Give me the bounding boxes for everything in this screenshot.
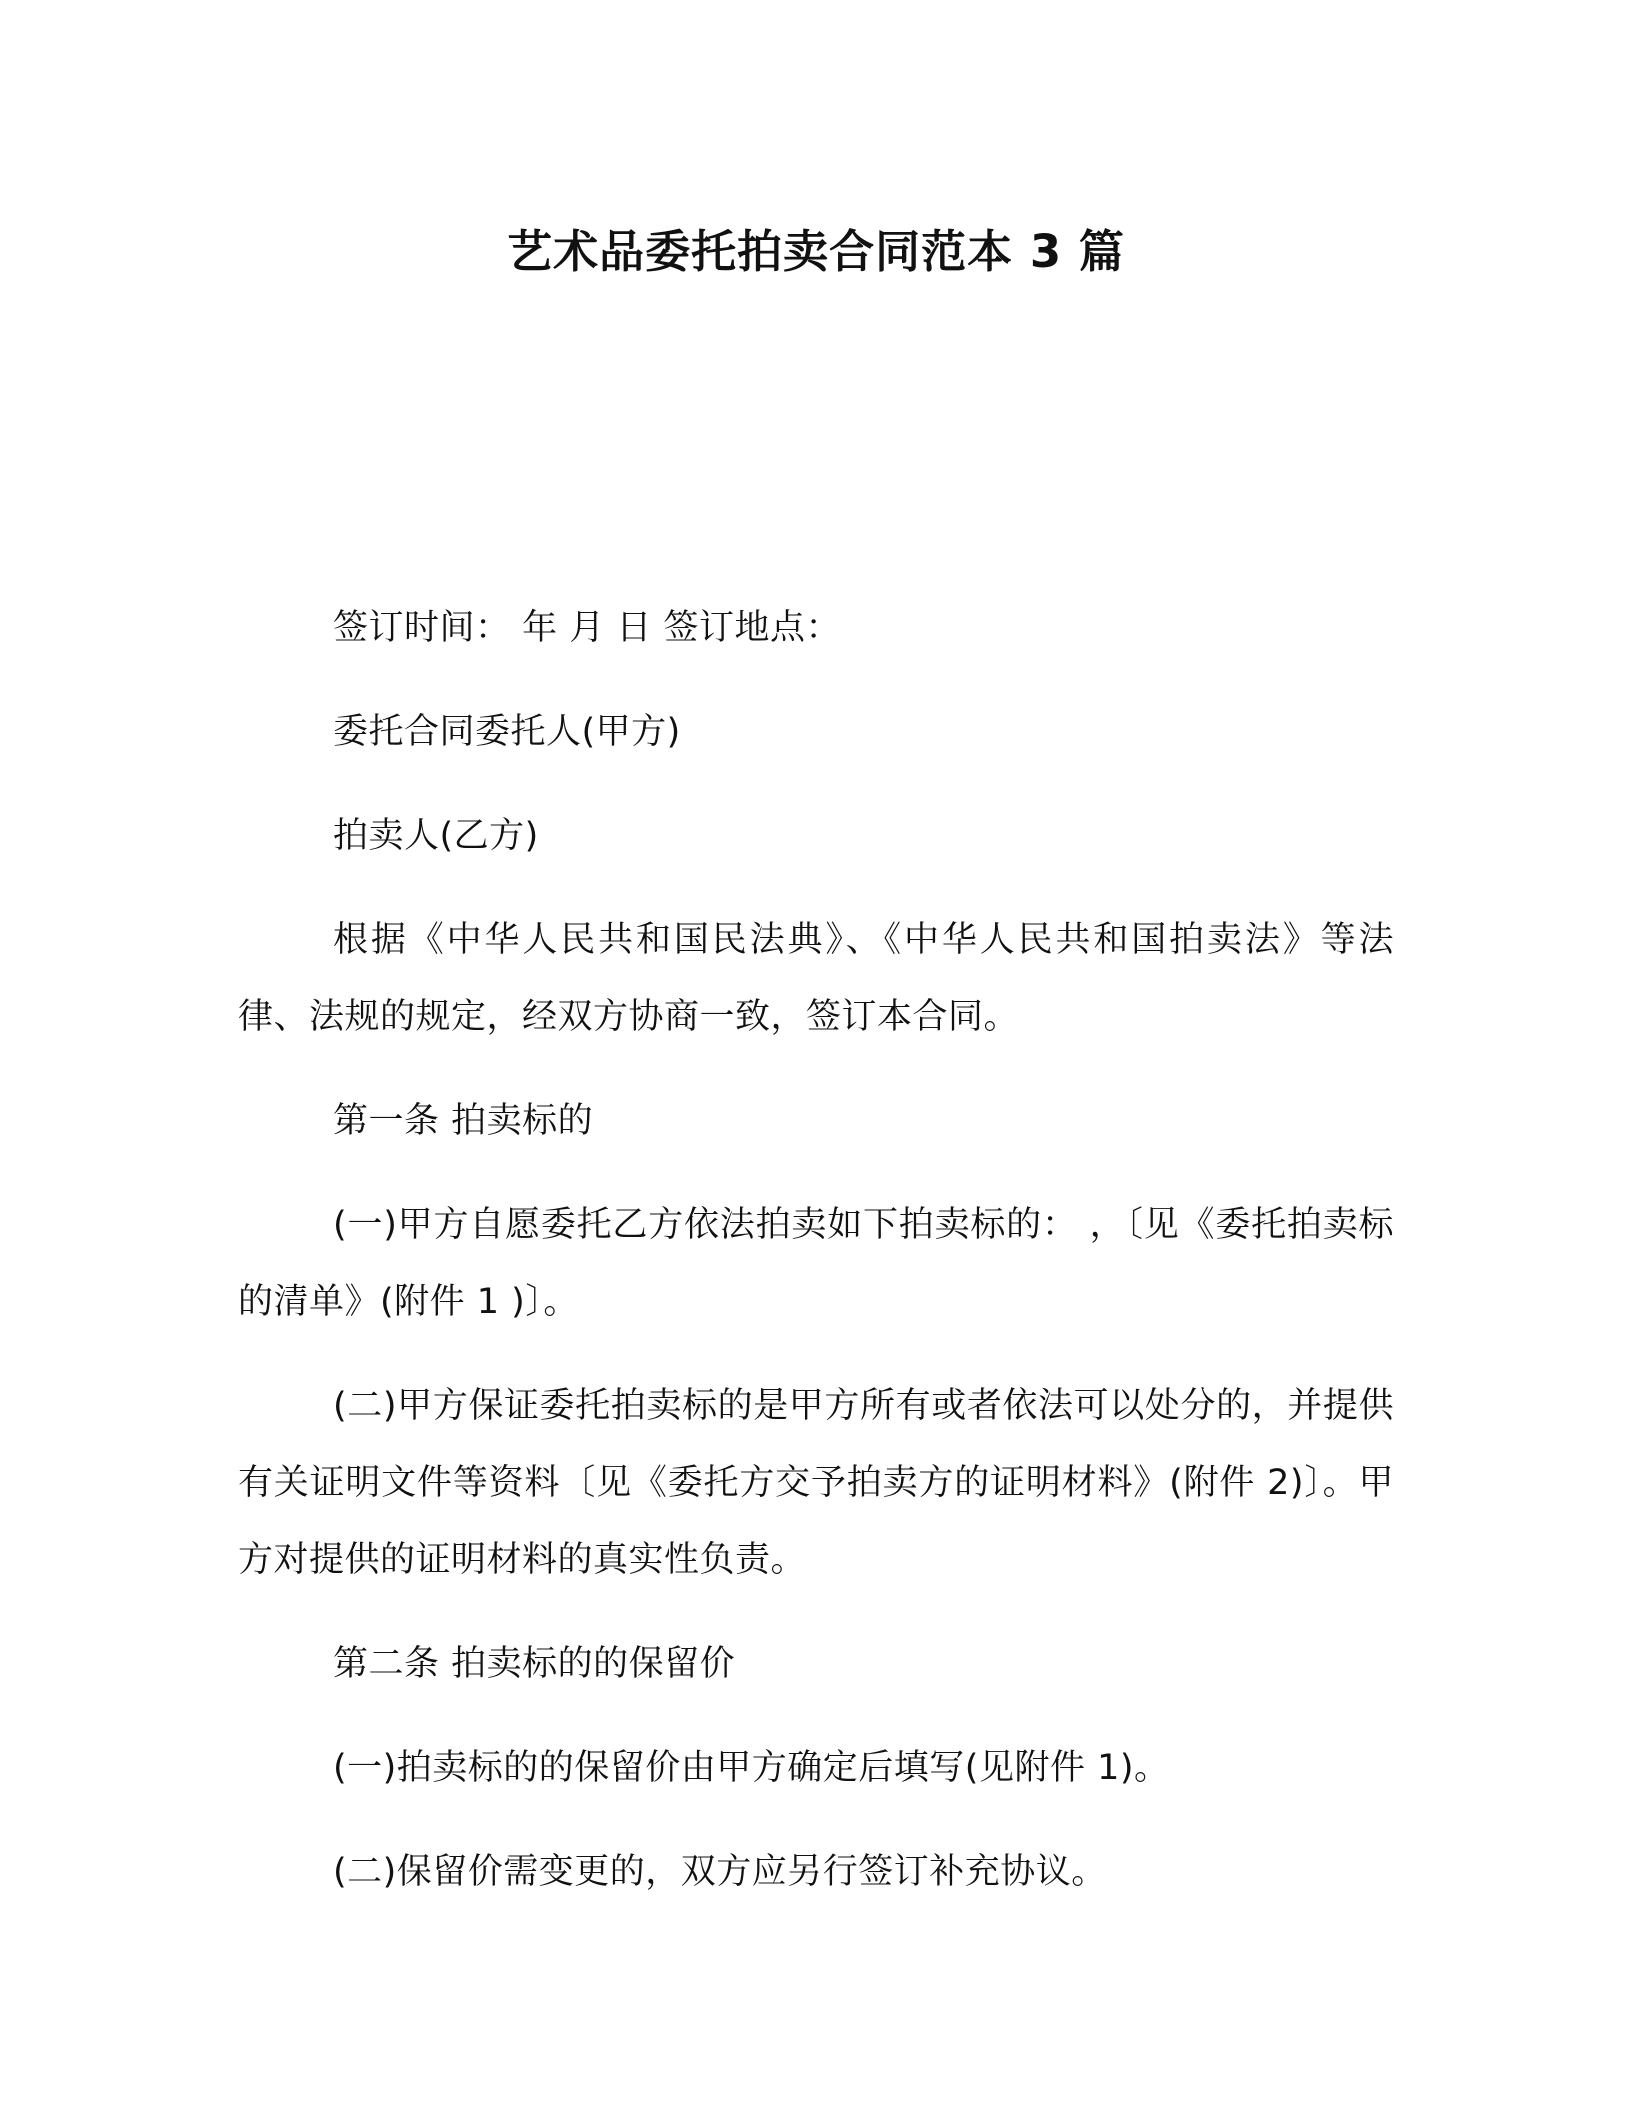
article-2-clause-2: (二)保留价需变更的，双方应另行签订补充协议。	[333, 1852, 1107, 1892]
article-1-heading: 第一条 拍卖标的	[333, 1101, 594, 1141]
party-b-paragraph: 拍卖人(乙方)	[333, 816, 539, 856]
article-2-clause-1: (一)拍卖标的的保留价由甲方确定后填写(见附件 1)。	[333, 1748, 1170, 1788]
document-title: 艺术品委托拍卖合同范本 3 篇	[507, 225, 1125, 278]
article-1-clause-2: (二)甲方保证委托拍卖标的是甲方所有或者依法可以处分的，并提供有关证明文件等资料〔见《委托方交予拍卖方的证明材料》(附件 2)〕。甲方对提供的证明材料的真实性负责。	[238, 1386, 1394, 1580]
article-1-clause-1: (一)甲方自愿委托乙方依法拍卖如下拍卖标的： ，〔见《委托拍卖标的清单》(附件 1 )〕。	[238, 1205, 1394, 1322]
legal-basis-paragraph: 根据《中华人民共和国民法典》、《中华人民共和国拍卖法》等法律、法规的规定，经双方协商一致，签订本合同。	[238, 920, 1394, 1037]
party-a-paragraph: 委托合同委托人(甲方)	[333, 712, 681, 752]
article-2-heading: 第二条 拍卖标的的保留价	[333, 1644, 736, 1684]
document-body	[238, 590, 1394, 1911]
signing-info-paragraph: 签订时间： 年 月 日 签订地点：	[333, 608, 842, 648]
